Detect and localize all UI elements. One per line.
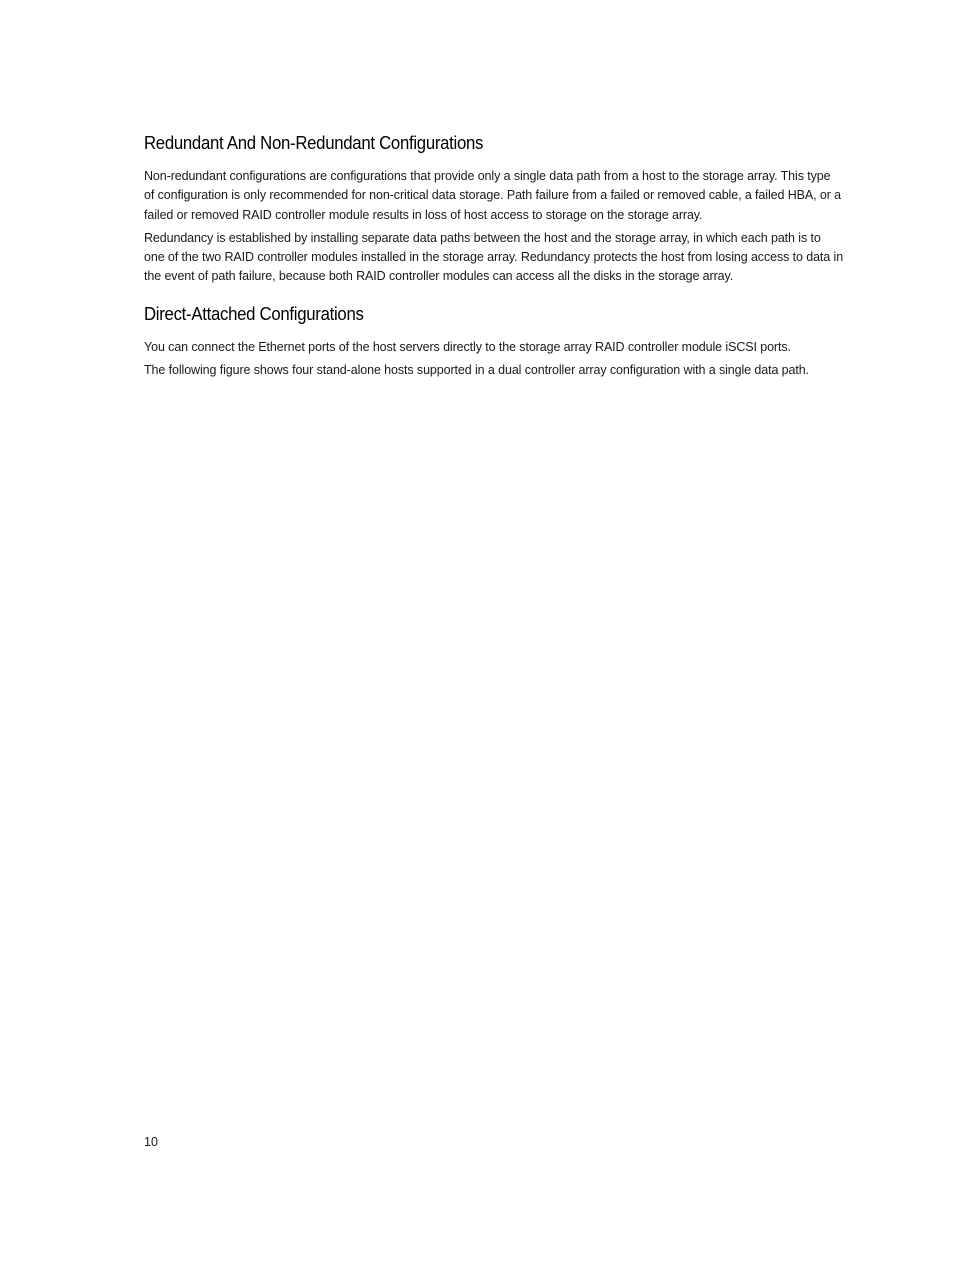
paragraph: You can connect the Ethernet ports of the host servers directly to the storage array RAID controller module iSCSI ports. xyxy=(144,339,791,354)
section-heading: Direct-Attached Configurations xyxy=(144,303,364,324)
paragraph: The following figure shows four stand-alone hosts supported in a dual controller array configuration with a single data path. xyxy=(144,363,809,378)
section-direct-attached-configurations xyxy=(144,302,844,381)
page-number: 10 xyxy=(144,1135,158,1149)
paragraph: Non-redundant configurations are configurations that provide only a single data path from a host to the storage array. This type of configuration is only recommended for non-critical data storage. Path failure from a failed or removed cable, a failed HBA, or a failed or removed RAID controller module results in loss of host access to storage on the storage array. xyxy=(144,169,841,222)
section-heading: Redundant And Non-Redundant Configurations xyxy=(144,133,484,153)
page-content xyxy=(144,131,844,384)
section-redundant-configurations xyxy=(144,131,844,287)
paragraph: Redundancy is established by installing separate data paths between the host and the storage array, in which each path is to one of the two RAID controller modules installed in the storage array. Redundancy protects the host from losing access to data in the event of path failure, because both RAID controller modules can access all the disks in the storage array. xyxy=(144,230,844,284)
